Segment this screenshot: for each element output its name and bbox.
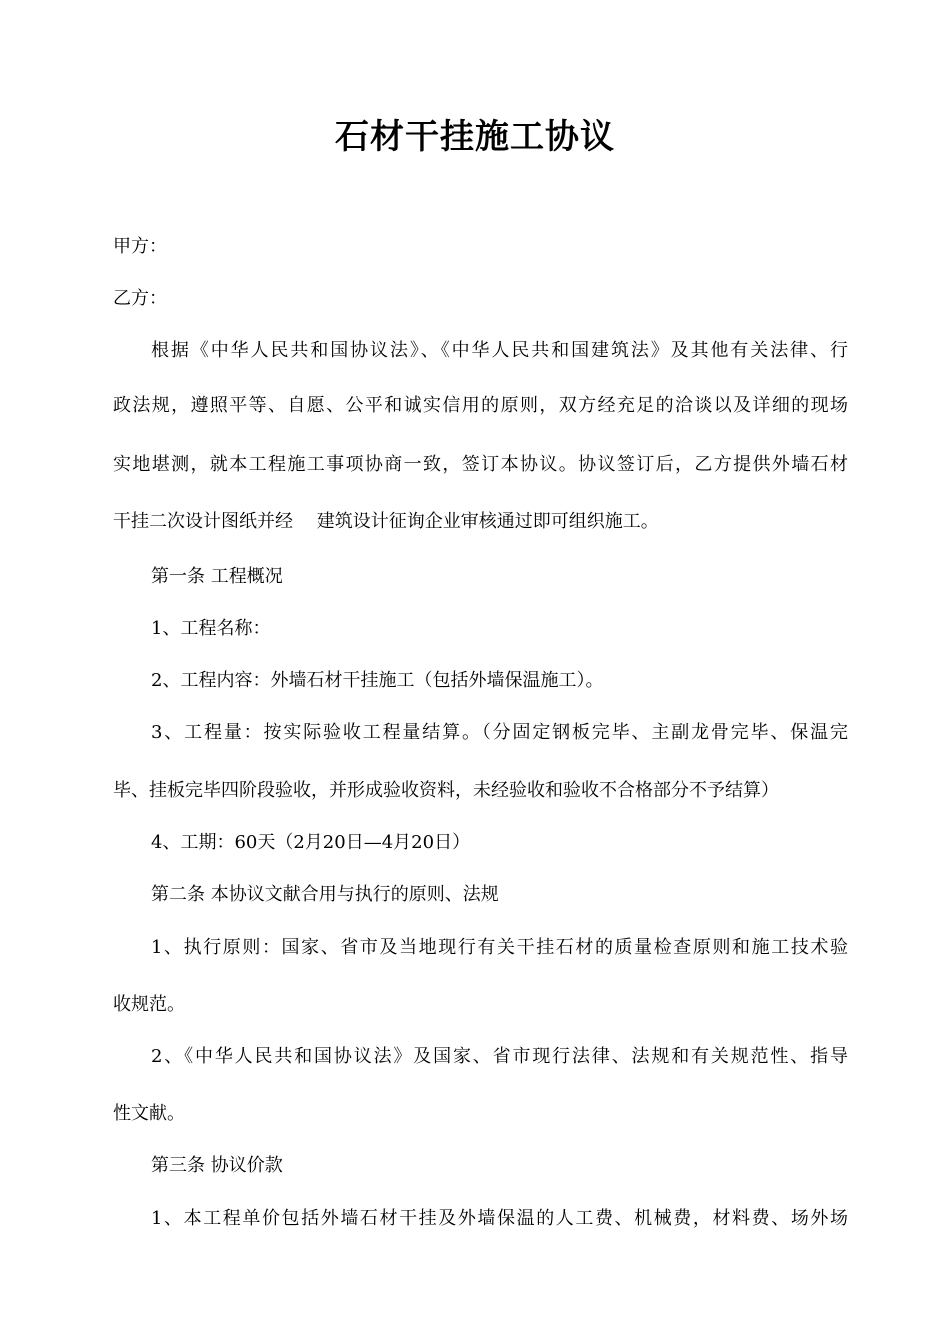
article-1-item-4: 4、工期：60天（2月20日—4月20日） [151,832,471,853]
article-1-item-3-line-1: 3、工程量：按实际验收工程量结算。（分固定钢板完毕、主副龙骨完毕、保温完 [151,722,848,743]
preamble-line-2: 政法规，遵照平等、自愿、公平和诚实信用的原则，双方经充足的洽谈以及详细的现场 [113,395,848,416]
article-2-item-2-line-1: 2、《中华人民共和国协议法》及国家、省市现行法律、法规和有关规范性、指导 [151,1046,848,1067]
article-3-heading: 第三条 协议价款 [151,1155,283,1176]
preamble-line-1: 根据《中华人民共和国协议法》、《中华人民共和国建筑法》及其他有关法律、行 [151,340,848,361]
article-2-item-2-line-2: 性文献。 [113,1103,185,1124]
article-1-item-2: 2、工程内容：外墙石材干挂施工（包括外墙保温施工）。 [151,670,604,691]
preamble-line-4: 干挂二次设计图纸并经 建筑设计征询企业审核通过即可组织施工。 [113,511,659,532]
article-1-item-1: 1、工程名称： [151,618,271,639]
article-2-item-1-line-1: 1、执行原则：国家、省市及当地现行有关干挂石材的质量检查原则和施工技术验 [151,937,848,958]
article-3-item-1-line-1: 1、本工程单价包括外墙石材干挂及外墙保温的人工费、机械费，材料费、场外场 [151,1208,848,1229]
document-title: 石材干挂施工协议 [335,117,615,157]
party-b-label: 乙方： [113,288,167,309]
preamble-line-3: 实地堪测，就本工程施工事项协商一致，签订本协议。协议签订后，乙方提供外墙石材 [113,454,848,475]
article-1-item-3-line-2: 毕、挂板完毕四阶段验收，并形成验收资料，未经验收和验收不合格部分不予结算） [113,780,779,801]
party-a-label: 甲方： [113,236,167,257]
article-2-heading: 第二条 本协议文献合用与执行的原则、法规 [151,884,499,905]
article-2-item-1-line-2: 收规范。 [113,994,185,1015]
article-1-heading: 第一条 工程概况 [151,566,283,587]
